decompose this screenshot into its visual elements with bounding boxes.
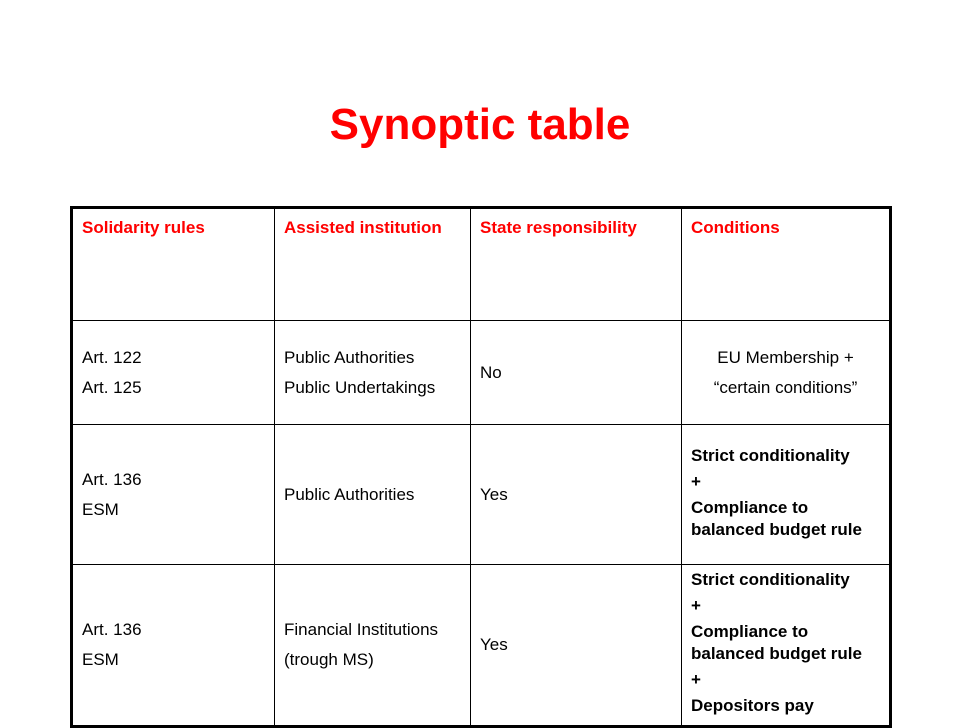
synoptic-table bbox=[70, 206, 892, 728]
condition-line: + bbox=[691, 471, 701, 491]
cell-solidarity-rules bbox=[72, 565, 275, 727]
cell-conditions bbox=[682, 321, 891, 425]
rule-line: Art. 136 bbox=[82, 469, 142, 489]
condition-line: “certain conditions” bbox=[713, 377, 858, 397]
condition-line: Compliance to balanced budget rule bbox=[691, 622, 862, 663]
table-row bbox=[72, 565, 891, 727]
cell-assisted-institution bbox=[275, 321, 471, 425]
cell-assisted-institution bbox=[275, 565, 471, 727]
cell-state-responsibility: No bbox=[471, 321, 682, 425]
cell-state-responsibility: Yes bbox=[471, 565, 682, 727]
cell-solidarity-rules bbox=[72, 425, 275, 565]
header-conditions: Conditions bbox=[682, 208, 891, 321]
institution-line: Public Authorities bbox=[284, 484, 415, 504]
cell-assisted-institution bbox=[275, 425, 471, 565]
cell-solidarity-rules bbox=[72, 321, 275, 425]
condition-line: Depositors pay bbox=[691, 696, 814, 715]
rule-line: ESM bbox=[82, 650, 119, 669]
table-row bbox=[72, 321, 891, 425]
institution-line: Public Undertakings bbox=[284, 377, 436, 397]
table-header-row bbox=[72, 208, 891, 321]
condition-line: Strict conditionality bbox=[691, 445, 850, 465]
cell-state-responsibility: Yes bbox=[471, 425, 682, 565]
rule-line: Art. 122 bbox=[82, 347, 142, 367]
condition-line: EU Membership + bbox=[717, 347, 854, 367]
cell-conditions bbox=[682, 425, 891, 565]
condition-line: + bbox=[691, 670, 701, 689]
cell-conditions bbox=[682, 565, 891, 727]
rule-line: Art. 125 bbox=[82, 377, 142, 397]
condition-line: + bbox=[691, 596, 701, 615]
institution-line: Financial Institutions bbox=[284, 620, 439, 639]
slide-title: Synoptic table bbox=[329, 100, 631, 149]
institution-line: (trough MS) bbox=[284, 650, 374, 669]
condition-line: Compliance to balanced budget rule bbox=[691, 497, 862, 539]
rule-line: ESM bbox=[82, 499, 119, 519]
table-row bbox=[72, 425, 891, 565]
header-state-responsibility: State responsibility bbox=[471, 208, 682, 321]
rule-line: Art. 136 bbox=[82, 620, 142, 639]
institution-line: Public Authorities bbox=[284, 347, 415, 367]
header-solidarity-rules: Solidarity rules bbox=[72, 208, 275, 321]
condition-line: Strict conditionality bbox=[691, 570, 850, 589]
header-assisted-institution: Assisted institution bbox=[275, 208, 471, 321]
